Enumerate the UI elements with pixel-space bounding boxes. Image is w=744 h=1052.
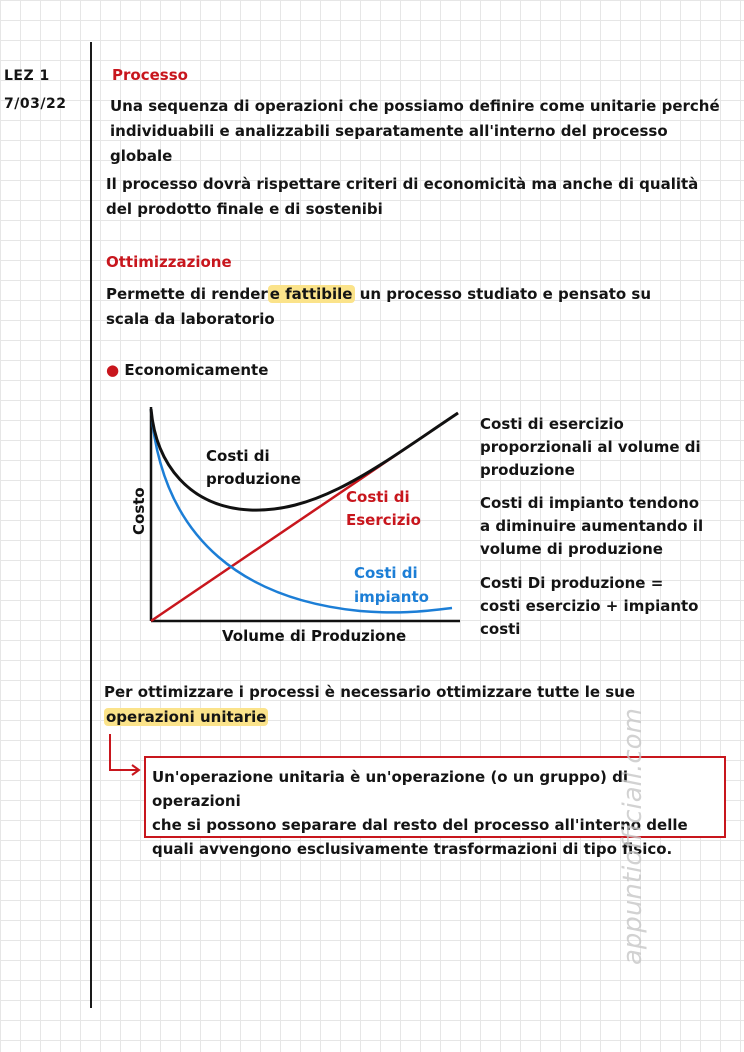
highlight-fattibile: e fattibile — [269, 285, 353, 303]
x-axis-label: Volume di Produzione — [222, 627, 407, 645]
text-line: Per ottimizzare i processi è necessario ottimizzare tutte le sue — [104, 683, 636, 701]
text-line: Una sequenza di operazioni che possiamo definire come unitarie perché — [110, 97, 720, 115]
text-line: quali avvengono esclusivamente trasformazioni di tipo fisico. — [152, 840, 673, 858]
lesson-number: LEZ 1 — [4, 68, 50, 84]
text-line: Costi di impianto tendono — [480, 494, 700, 512]
text-line: individuabili e analizzabili separatamente all'interno del processo — [110, 122, 668, 140]
cost-chart — [120, 395, 480, 655]
heading-processo: Processo — [112, 66, 188, 84]
text-line: del prodotto finale e di sostenibi — [106, 200, 383, 218]
y-axis-label: Costo — [130, 487, 148, 535]
highlight-operazioni-unitarie: operazioni unitarie — [106, 708, 267, 726]
note-produzione — [480, 572, 698, 641]
text-line: che si possono separare dal resto del processo all'interno delle — [152, 816, 688, 834]
series-produzione-line — [151, 409, 458, 510]
bullet-economicamente — [106, 358, 268, 383]
ottimizzazione-definition — [106, 282, 651, 332]
text-line — [106, 282, 651, 307]
text-line: volume di produzione — [480, 540, 663, 558]
label-esercizio-2: Esercizio — [346, 511, 421, 529]
bullet-dot-icon: ● — [106, 361, 120, 379]
margin-line — [90, 42, 92, 1008]
text-line: Costi di esercizio — [480, 415, 624, 433]
text-line — [104, 705, 635, 730]
text-line: proporzionali al volume di — [480, 438, 701, 456]
text-line: Un'operazione unitaria è un'operazione (o un gruppo) di operazioni — [152, 768, 628, 810]
bullet-label: Economicamente — [124, 361, 269, 379]
text-line: scala da laboratorio — [106, 310, 275, 328]
lesson-date: 7/03/22 — [4, 96, 67, 112]
note-impianto — [480, 492, 703, 561]
label-produzione-1: Costi di — [206, 447, 270, 465]
text-line: costi — [480, 620, 521, 638]
label-produzione-2: produzione — [206, 470, 301, 488]
text-line: costi esercizio + impianto — [480, 597, 699, 615]
heading-ottimizzazione: Ottimizzazione — [106, 253, 232, 271]
text-fragment: un processo studiato e pensato su — [354, 285, 652, 303]
text-fragment: Permette di render — [106, 285, 268, 303]
note-esercizio — [480, 413, 701, 482]
text-line: Costi Di produzione = — [480, 574, 664, 592]
text-line: globale — [110, 147, 173, 165]
label-impianto-2: impianto — [354, 588, 429, 606]
arrow-icon — [104, 732, 148, 778]
text-line: produzione — [480, 461, 575, 479]
processo-definition — [110, 94, 720, 169]
watermark: appuntiofficiali.com — [618, 708, 648, 965]
operazioni-paragraph — [104, 680, 635, 730]
text-line: a diminuire aumentando il — [480, 517, 704, 535]
processo-criteria — [106, 172, 698, 222]
label-esercizio-1: Costi di — [346, 488, 410, 506]
label-impianto-1: Costi di — [354, 564, 418, 582]
text-line: Il processo dovrà rispettare criteri di economicità ma anche di qualità — [106, 175, 699, 193]
